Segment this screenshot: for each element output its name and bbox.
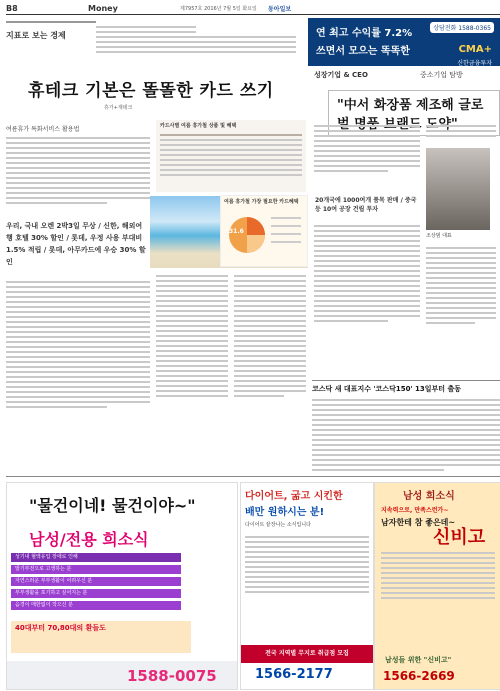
- indicator-tables: [6, 18, 302, 66]
- issue-date: 제7957호 2016년 7월 5일 화요일: [180, 6, 257, 12]
- portrait-caption: 조상범 대표: [426, 233, 452, 239]
- article-body-3: [156, 272, 228, 400]
- newspaper-brand: 동아일보: [268, 6, 292, 13]
- diet-body: [245, 533, 369, 596]
- ad-box-title: 40대부터 70,80대의 환들도: [15, 624, 106, 632]
- article-body-4: [234, 272, 306, 400]
- kospi-headline: 코스닥 새 대표지수 '코스닥150' 13일부터 출동: [312, 385, 462, 393]
- ceo-body-2: [426, 122, 496, 140]
- table-title: 카드사별 여름 휴가철 상품 및 혜택: [160, 123, 237, 129]
- ad-rate: 연 최고 수익률 7.2%: [316, 28, 413, 39]
- ad-pill-5: 음경이 매한없이 작으신 분: [11, 601, 181, 610]
- mens-health-ad[interactable]: [6, 482, 238, 690]
- card-benefits-table: [156, 120, 306, 192]
- indicators-title: 지표로 보는 경제: [6, 31, 66, 40]
- sinbigo-slogan: 남성들 위한 "신비고": [385, 656, 452, 664]
- ad-brand: 신한금융투자: [457, 60, 492, 67]
- ad-pill-2: 발기부전으로 고생하는 분: [11, 565, 181, 574]
- section-name: Money: [88, 4, 118, 13]
- ad-product: CMA+: [458, 44, 492, 55]
- ad-divider: [6, 476, 500, 477]
- ceo-portrait: [426, 148, 490, 230]
- diet-recruit-banner: 전국 지역별 무지로 취급점 모집: [241, 645, 373, 663]
- ad-tagline: 쓰면서 모으는 똑똑한: [316, 46, 410, 57]
- ad-tel: 상담전화 1588-0365: [430, 22, 494, 33]
- article-byline: 여름휴가 특화서비스 활용법: [6, 126, 80, 133]
- sinbigo-body: [381, 549, 495, 602]
- diet-line-3: 다이어트 끝장나는 소식입니다: [245, 522, 311, 528]
- article-body-2: [6, 278, 150, 411]
- ad-left-brand: 남성/전용 희소식: [29, 530, 149, 549]
- ceo-body-3: [314, 222, 420, 325]
- kospi-rule: [312, 380, 500, 381]
- pie-chart: [221, 207, 307, 263]
- article-tag: 휴가+재테크: [104, 105, 133, 111]
- ad-left-phone[interactable]: 1588-0075: [127, 667, 217, 685]
- article-subheads: 우리, 국내 오렌 2박3일 무상 / 신한, 해외여행 호텔 30% 할인 / 롯데, 우정 사용 부대비 1.5% 적립 / 롯데, 아무카드에 우승 30% 할인: [6, 222, 146, 266]
- ad-info-box: [11, 621, 191, 653]
- diet-line-2: 배만 원하시는 분!: [245, 507, 325, 518]
- ceo-subhead: 20개국에 1000여개 품목 판매 / 중국 등 10여 공장 건립 투자: [315, 197, 417, 213]
- section-label-ceo: 성장기업 & CEO: [314, 71, 368, 79]
- pie-title: 여름 휴가철 가장 필요한 카드혜택: [224, 199, 299, 205]
- header-rule: [6, 14, 500, 15]
- ceo-body-4: [426, 244, 496, 327]
- article-body-1: [6, 134, 150, 207]
- kospi-body: [312, 396, 500, 474]
- sinbigo-line-3: 남자한테 참 좋은데~: [381, 518, 456, 527]
- page-number: B8: [6, 4, 18, 13]
- cma-ad[interactable]: [308, 18, 500, 66]
- ad-pill-4: 부부생활을 포기하고 싶어지는 분: [11, 589, 181, 598]
- diet-line-1: 다이어트, 굶고 시킨한: [245, 491, 343, 502]
- card-benefit-pie: [220, 195, 308, 267]
- sinbigo-phone[interactable]: 1566-2669: [383, 669, 455, 683]
- ad-pill-1: 성기내 혈액유입 장애로 인해: [11, 553, 181, 562]
- diet-phone[interactable]: 1566-2177: [255, 667, 333, 682]
- sinbigo-title: 남성 희소식: [403, 491, 455, 502]
- section-label-company: 중소기업 탐방: [420, 71, 463, 79]
- sinbigo-ad[interactable]: [374, 482, 500, 690]
- ceo-body-1: [314, 122, 420, 175]
- ad-quote: "물건이네! 물건이야~": [29, 496, 196, 515]
- sinbigo-line-2: 지속력으로, 만족스런가~: [381, 507, 449, 514]
- article-headline: 휴테크 기본은 똘똘한 카드 쓰기: [28, 81, 274, 101]
- diet-ad[interactable]: [240, 482, 374, 690]
- sinbigo-product: 신비고: [433, 527, 486, 548]
- pie-value-label: 31.6: [229, 228, 244, 235]
- ceo-headline: "中서 화장품 제조해 글로: [328, 90, 500, 136]
- ad-pill-3: 자연스러운 부부생활이 어려우신 분: [11, 577, 181, 586]
